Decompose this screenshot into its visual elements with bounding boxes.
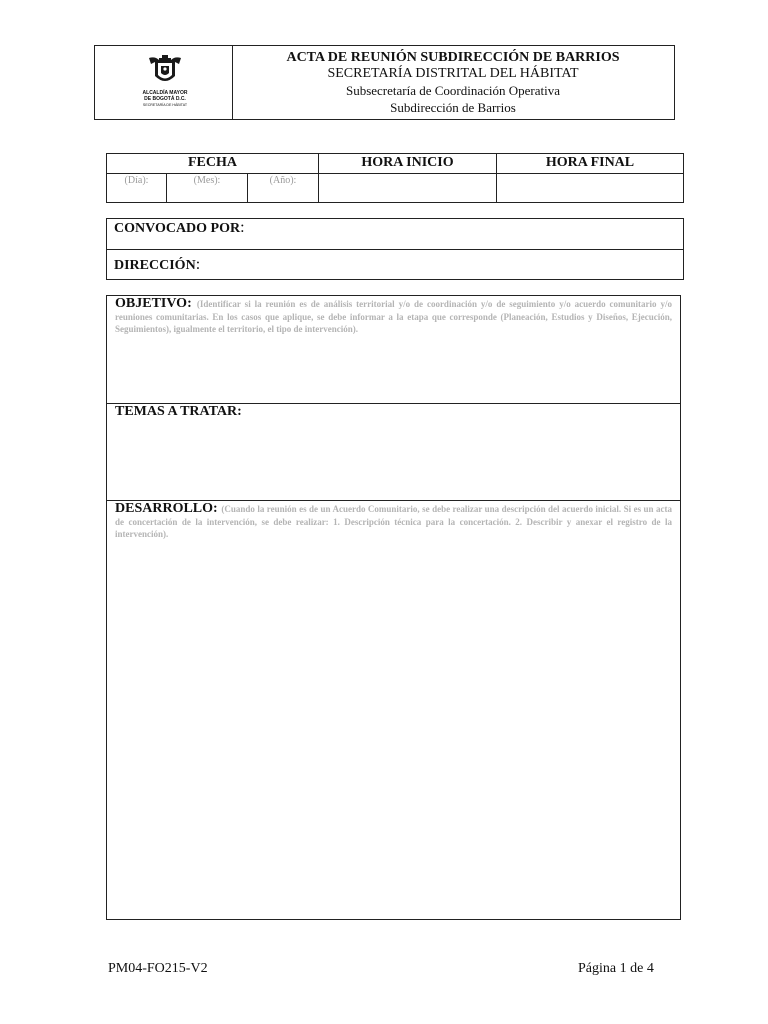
mes-field[interactable]: (Mes): bbox=[167, 174, 248, 203]
convocado-label: CONVOCADO POR bbox=[114, 221, 241, 236]
objetivo-label: OBJETIVO: bbox=[115, 296, 192, 311]
desarrollo-content bbox=[107, 501, 680, 541]
objetivo-content bbox=[107, 296, 680, 336]
temas-label: TEMAS A TRATAR: bbox=[115, 404, 242, 419]
objetivo-hint: (Identificar si la reunión es de análisis territorial y/o de coordinación y/o de seguimiento y/o acuerdo comunitario y/o reuniones comunitarias. En los casos que aplique, se debe informar a la etapa que corresponde (Planeación, Estudios y Diseños, Ejecución, Seguimientos), igualmente el territorio, el tipo de intervención). bbox=[115, 299, 672, 334]
header-subdireccion: Subdirección de Barrios bbox=[390, 100, 516, 115]
direccion-row[interactable] bbox=[107, 250, 683, 280]
direccion-colon: : bbox=[195, 256, 201, 273]
dia-field[interactable]: (Día): bbox=[107, 174, 167, 203]
desarrollo-hint: (Cuando la reunión es de un Acuerdo Comunitario, se debe realizar una descripción del acuerdo inicial. Si es un acta de concertación de la intervención, se debe realizar: 1. Descripción técnica para la concertación. 2. Describir y anexar el registro de la intervención). bbox=[115, 504, 672, 539]
logo-text-line3: SECRETARÍA DE HÁBITAT bbox=[142, 103, 188, 107]
header-subsecretaria: Subsecretaría de Coordinación Operativa bbox=[345, 83, 561, 98]
fecha-header: FECHA bbox=[107, 154, 319, 174]
document-code: PM04-FO215-V2 bbox=[108, 961, 208, 976]
hora-inicio-field[interactable] bbox=[319, 174, 497, 203]
fecha-table bbox=[106, 153, 684, 203]
convocado-colon: : bbox=[240, 219, 245, 236]
header-text bbox=[232, 46, 674, 123]
logo-cell bbox=[95, 46, 233, 119]
coat-of-arms-icon bbox=[135, 54, 195, 90]
logo-text-line1: ALCALDÍA MAYOR bbox=[142, 90, 188, 96]
desarrollo-label: DESARROLLO: bbox=[115, 501, 218, 516]
temas-content bbox=[107, 404, 680, 420]
direccion-label: DIRECCIÓN bbox=[114, 258, 196, 273]
desarrollo-section[interactable] bbox=[106, 500, 681, 920]
convocado-direccion-box bbox=[106, 218, 684, 280]
convocado-row[interactable] bbox=[107, 219, 683, 250]
page-number: Página 1 de 4 bbox=[578, 961, 654, 976]
logo-text-line2: DE BOGOTÁ D.C. bbox=[144, 96, 186, 102]
bogota-logo bbox=[135, 54, 195, 114]
hora-inicio-header: HORA INICIO bbox=[319, 154, 497, 174]
document-header bbox=[94, 45, 675, 120]
anio-field[interactable]: (Año): bbox=[248, 174, 319, 203]
document-title: ACTA DE REUNIÓN SUBDIRECCIÓN DE BARRIOS bbox=[286, 50, 620, 65]
header-secretaria: SECRETARÍA DISTRITAL DEL HÁBITAT bbox=[327, 66, 579, 81]
temas-section[interactable] bbox=[106, 403, 681, 501]
hora-final-header: HORA FINAL bbox=[497, 154, 683, 174]
objetivo-section[interactable] bbox=[106, 295, 681, 404]
hora-final-field[interactable] bbox=[497, 174, 683, 203]
